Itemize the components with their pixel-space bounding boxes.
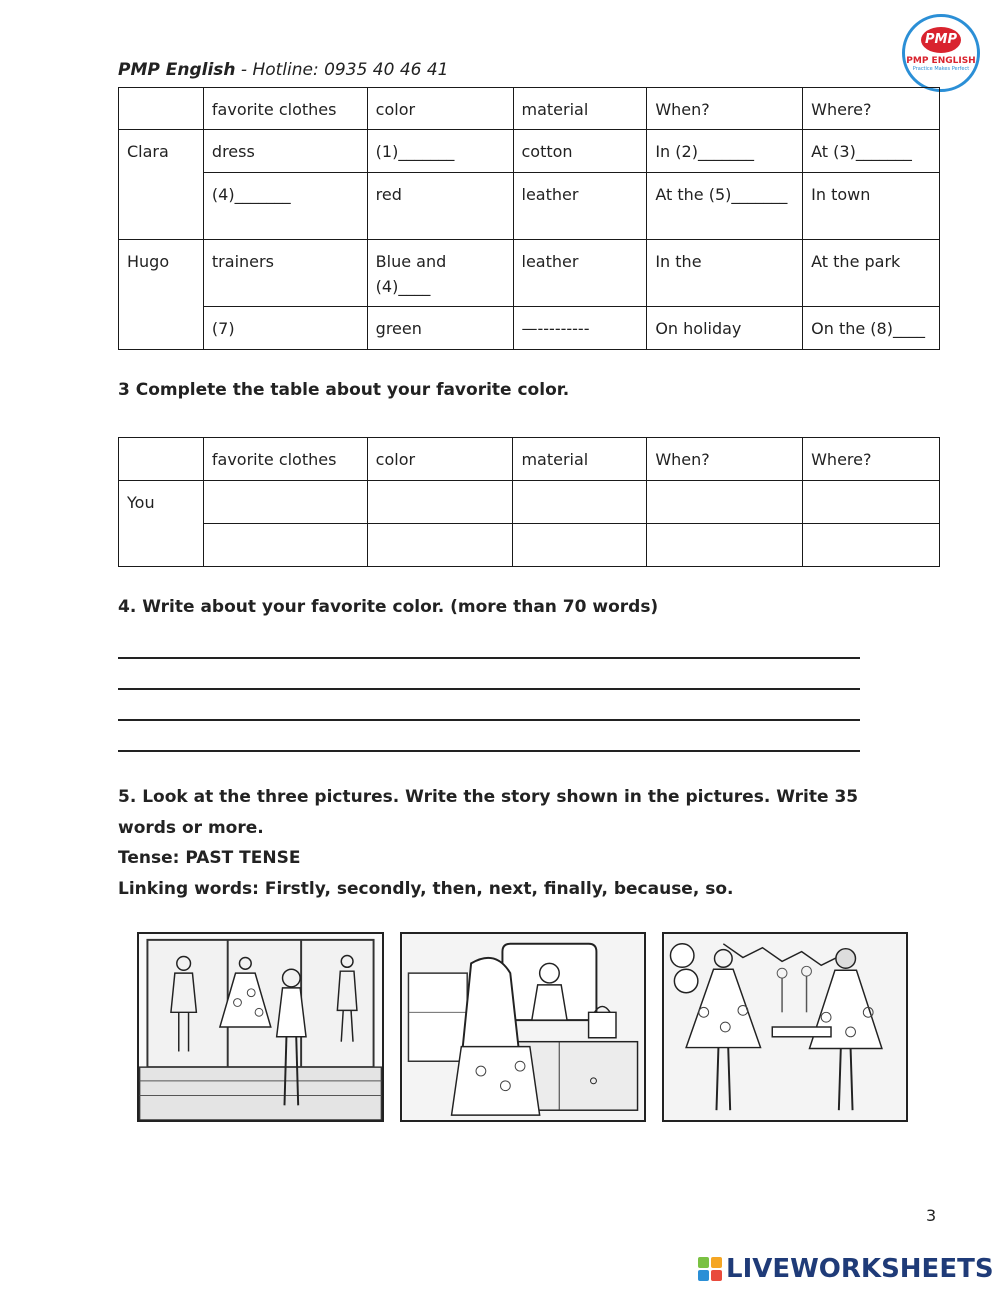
section-4-title: 4. Write about your favorite color. (more than 70 words)	[118, 597, 659, 617]
liveworksheets-blocks-icon	[698, 1257, 722, 1281]
header-cell: color	[367, 438, 513, 481]
writing-lines	[118, 628, 860, 752]
answer-cell[interactable]	[803, 524, 940, 567]
table-row	[119, 524, 940, 567]
table-row	[119, 240, 940, 307]
row-label: You	[119, 481, 204, 567]
writing-line[interactable]	[118, 628, 860, 659]
header-cell	[119, 88, 204, 130]
table-cell: In (2)_______	[647, 130, 803, 173]
table-row	[119, 130, 940, 173]
logo-name: PMP ENGLISH	[906, 56, 976, 66]
shop-window-illustration	[139, 934, 382, 1120]
pmp-logo	[902, 14, 980, 92]
picture-mirror-room	[400, 932, 646, 1122]
section-5-instructions	[118, 782, 918, 904]
section-5-title: 5. Look at the three pictures. Write the story shown in the pictures. Write 35 words or more.	[118, 787, 859, 838]
header-cell: Where?	[803, 88, 940, 130]
table-cell: (4)_______	[203, 173, 367, 240]
answer-cell[interactable]	[513, 524, 647, 567]
linking-words-note: Linking words: Firstly, secondly, then, next, finally, because, so.	[118, 878, 734, 899]
liveworksheets-wordmark: LIVEWORKSHEETS	[726, 1254, 994, 1284]
table-row	[119, 481, 940, 524]
table-cell: red	[367, 173, 513, 240]
clothes-table	[118, 87, 940, 350]
logo-mark: PMP	[921, 27, 961, 53]
answer-cell[interactable]	[203, 524, 367, 567]
table-row	[119, 173, 940, 240]
brand-name: PMP English	[118, 60, 236, 80]
answer-cell[interactable]	[647, 524, 803, 567]
answer-cell[interactable]	[803, 481, 940, 524]
logo-tagline: Practice Makes Perfect	[912, 66, 970, 72]
answer-cell[interactable]	[367, 481, 513, 524]
answer-cell[interactable]	[513, 481, 647, 524]
header-text	[118, 60, 449, 80]
table-cell: green	[367, 307, 513, 350]
your-color-table	[118, 437, 940, 567]
header-cell: material	[513, 88, 647, 130]
header-cell: favorite clothes	[203, 88, 367, 130]
tense-note: Tense: PAST TENSE	[118, 848, 301, 868]
party-illustration	[664, 934, 906, 1120]
header-cell: When?	[647, 438, 803, 481]
answer-cell[interactable]	[203, 481, 367, 524]
table-cell: In town	[803, 173, 940, 240]
table-cell: Blue and (4)____	[367, 240, 513, 307]
header-cell: material	[513, 438, 647, 481]
table-cell: At the park	[803, 240, 940, 307]
table-cell: —---------	[513, 307, 647, 350]
table-cell: On holiday	[647, 307, 803, 350]
mirror-room-illustration	[402, 934, 644, 1120]
section-3-title: 3 Complete the table about your favorite color.	[118, 380, 570, 400]
table-header-row	[119, 438, 940, 481]
picture-party	[662, 932, 908, 1122]
table-row	[119, 307, 940, 350]
writing-line[interactable]	[118, 659, 860, 690]
liveworksheets-logo	[698, 1254, 994, 1284]
header-cell: color	[367, 88, 513, 130]
answer-cell[interactable]	[367, 524, 513, 567]
table-cell: leather	[513, 173, 647, 240]
table-cell: (1)_______	[367, 130, 513, 173]
table-cell: At the (5)_______	[647, 173, 803, 240]
table-cell: trainers	[203, 240, 367, 307]
hotline: - Hotline: 0935 40 46 41	[235, 60, 449, 80]
table-cell: At (3)_______	[803, 130, 940, 173]
header-cell: favorite clothes	[203, 438, 367, 481]
table-cell: In the	[647, 240, 803, 307]
answer-cell[interactable]	[647, 481, 803, 524]
page-number: 3	[926, 1206, 937, 1225]
table-cell: (7)	[203, 307, 367, 350]
writing-line[interactable]	[118, 690, 860, 721]
table-cell: On the (8)____	[803, 307, 940, 350]
header-cell: Where?	[803, 438, 940, 481]
table-cell: leather	[513, 240, 647, 307]
row-label: Clara	[119, 130, 204, 240]
row-label: Hugo	[119, 240, 204, 350]
picture-shop-window	[137, 932, 384, 1122]
header-cell: When?	[647, 88, 803, 130]
table-cell: dress	[203, 130, 367, 173]
table-header-row	[119, 88, 940, 130]
writing-line[interactable]	[118, 721, 860, 752]
table-cell: cotton	[513, 130, 647, 173]
header-cell	[119, 438, 204, 481]
